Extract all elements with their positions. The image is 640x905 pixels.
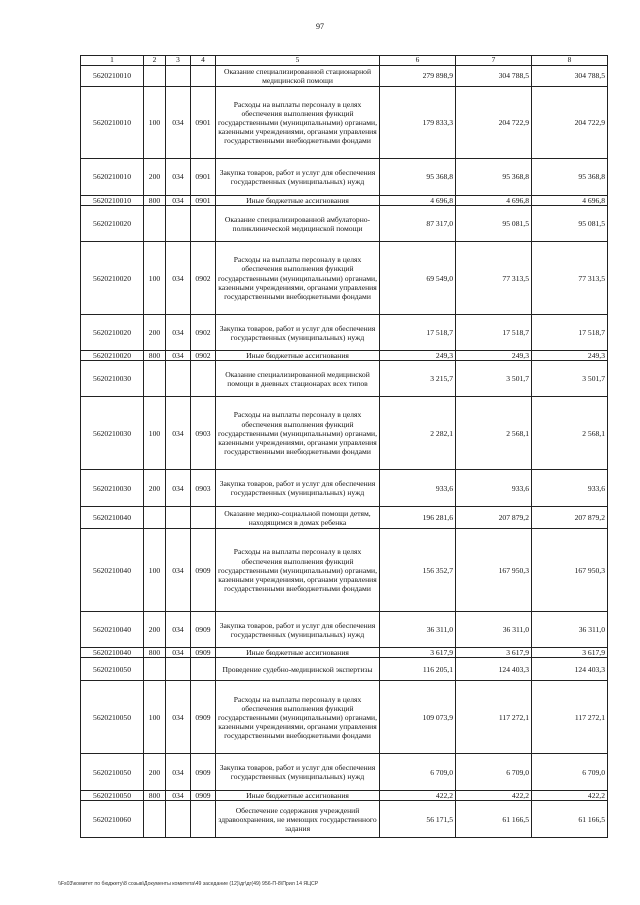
cell-value-8: 207 879,2 [532,507,608,529]
cell-value-8: 933,6 [532,470,608,507]
cell-col2: 200 [144,754,166,791]
cell-value-7: 117 272,1 [456,681,532,754]
cell-value-6: 69 549,0 [380,242,456,315]
cell-col4 [191,801,216,838]
cell-description: Закупка товаров, работ и услуг для обеспечения государственных (муниципальных) нужд [216,612,380,648]
cell-description: Расходы на выплаты персоналу в целях обеспечения выполнения функций государственными (муниципальными) органами, казенными учреждениями, органами управления государственными внебюджетными фондами [216,681,380,754]
cell-value-6: 3 617,9 [380,648,456,658]
cell-col2: 200 [144,470,166,507]
cell-col4 [191,658,216,681]
cell-value-8: 95 368,8 [532,159,608,196]
cell-value-8: 422,2 [532,791,608,801]
cell-col2 [144,507,166,529]
cell-value-8: 124 403,3 [532,658,608,681]
table-row [81,801,608,838]
cell-description: Закупка товаров, работ и услуг для обеспечения государственных (муниципальных) нужд [216,315,380,351]
cell-col3 [166,658,191,681]
cell-value-7: 3 501,7 [456,361,532,397]
cell-value-8: 77 313,5 [532,242,608,315]
cell-col2: 100 [144,87,166,159]
cell-value-8: 95 081,5 [532,206,608,242]
cell-value-7: 249,3 [456,351,532,361]
cell-description: Оказание специализированной стационарной медицинской помощи [216,66,380,87]
cell-col4 [191,507,216,529]
cell-code: 5620210050 [81,658,144,681]
cell-value-8: 3 501,7 [532,361,608,397]
table-row [81,242,608,315]
cell-description: Расходы на выплаты персоналу в целях обеспечения выполнения функций государственными (муниципальными) органами, казенными учреждениями, органами управления государственными внебюджетными фондами [216,87,380,159]
header-cell: 5 [216,56,380,66]
cell-col3 [166,206,191,242]
table-row [81,681,608,754]
cell-col2 [144,658,166,681]
table-row [81,529,608,612]
table-row [81,361,608,397]
cell-value-6: 196 281,6 [380,507,456,529]
cell-description: Расходы на выплаты персоналу в целях обеспечения выполнения функций государственными (муниципальными) органами, казенными учреждениями, органами управления государственными внебюджетными фондами [216,397,380,470]
cell-code: 5620210030 [81,470,144,507]
cell-value-6: 3 215,7 [380,361,456,397]
cell-value-7: 204 722,9 [456,87,532,159]
cell-value-7: 6 709,0 [456,754,532,791]
cell-description: Иные бюджетные ассигнования [216,648,380,658]
header-cell: 8 [532,56,608,66]
cell-col3: 034 [166,397,191,470]
cell-value-6: 109 073,9 [380,681,456,754]
header-cell: 2 [144,56,166,66]
cell-value-8: 61 166,5 [532,801,608,838]
table-row [81,66,608,87]
cell-value-8: 249,3 [532,351,608,361]
cell-value-8: 167 950,3 [532,529,608,612]
cell-col2 [144,361,166,397]
budget-table [80,55,608,838]
cell-code: 5620210010 [81,66,144,87]
cell-col2: 200 [144,315,166,351]
cell-col3: 034 [166,470,191,507]
cell-description: Иные бюджетные ассигнования [216,196,380,206]
cell-value-6: 6 709,0 [380,754,456,791]
header-cell: 7 [456,56,532,66]
cell-description: Закупка товаров, работ и услуг для обеспечения государственных (муниципальных) нужд [216,754,380,791]
cell-value-6: 87 317,0 [380,206,456,242]
cell-value-6: 249,3 [380,351,456,361]
table-row [81,658,608,681]
cell-col2: 800 [144,196,166,206]
table-row [81,397,608,470]
cell-value-8: 4 696,8 [532,196,608,206]
cell-col2: 800 [144,648,166,658]
cell-value-6: 179 833,3 [380,87,456,159]
cell-col3: 034 [166,791,191,801]
cell-value-6: 95 368,8 [380,159,456,196]
cell-col2: 100 [144,242,166,315]
cell-value-8: 2 568,1 [532,397,608,470]
cell-value-6: 17 518,7 [380,315,456,351]
cell-value-8: 3 617,9 [532,648,608,658]
cell-col4: 0909 [191,648,216,658]
cell-col3 [166,801,191,838]
cell-description: Иные бюджетные ассигнования [216,351,380,361]
cell-code: 5620210010 [81,87,144,159]
header-cell: 4 [191,56,216,66]
cell-code: 5620210020 [81,206,144,242]
cell-col4: 0901 [191,196,216,206]
cell-value-6: 279 898,9 [380,66,456,87]
cell-value-6: 422,2 [380,791,456,801]
cell-value-8: 17 518,7 [532,315,608,351]
cell-code: 5620210010 [81,159,144,196]
cell-col2 [144,206,166,242]
cell-code: 5620210020 [81,315,144,351]
cell-col3: 034 [166,351,191,361]
table-row [81,612,608,648]
table-row [81,87,608,159]
table-row [81,206,608,242]
cell-col3: 034 [166,754,191,791]
cell-description: Закупка товаров, работ и услуг для обеспечения государственных (муниципальных) нужд [216,159,380,196]
cell-col3: 034 [166,612,191,648]
cell-col3: 034 [166,242,191,315]
cell-value-6: 36 311,0 [380,612,456,648]
table-row [81,196,608,206]
header-cell: 6 [380,56,456,66]
cell-value-7: 77 313,5 [456,242,532,315]
cell-col2: 200 [144,159,166,196]
header-cell: 3 [166,56,191,66]
cell-value-7: 124 403,3 [456,658,532,681]
cell-col2: 100 [144,529,166,612]
cell-value-7: 3 617,9 [456,648,532,658]
cell-col4: 0902 [191,315,216,351]
cell-value-7: 422,2 [456,791,532,801]
cell-code: 5620210050 [81,681,144,754]
cell-code: 5620210030 [81,397,144,470]
page-number: 97 [316,22,324,31]
cell-col3: 034 [166,196,191,206]
table-row [81,791,608,801]
cell-code: 5620210010 [81,196,144,206]
cell-col4: 0902 [191,242,216,315]
cell-code: 5620210040 [81,648,144,658]
table-row [81,159,608,196]
cell-col3 [166,507,191,529]
table-row [81,648,608,658]
cell-code: 5620210050 [81,754,144,791]
cell-col3 [166,66,191,87]
cell-col4: 0909 [191,791,216,801]
cell-col3: 034 [166,681,191,754]
cell-col4: 0901 [191,159,216,196]
table-row [81,470,608,507]
cell-col3: 034 [166,87,191,159]
cell-value-6: 2 282,1 [380,397,456,470]
cell-col4: 0909 [191,529,216,612]
cell-description: Оказание медико-социальной помощи детям, находящимся в домах ребенка [216,507,380,529]
table-row [81,351,608,361]
cell-code: 5620210040 [81,507,144,529]
cell-col2: 800 [144,351,166,361]
cell-value-6: 56 171,5 [380,801,456,838]
table-row [81,754,608,791]
cell-description: Иные бюджетные ассигнования [216,791,380,801]
cell-description: Оказание специализированной амбулаторно-поликлинической медицинской помощи [216,206,380,242]
cell-description: Расходы на выплаты персоналу в целях обеспечения выполнения функций государственными (муниципальными) органами, казенными учреждениями, органами управления государственными внебюджетными фондами [216,242,380,315]
cell-col3: 034 [166,159,191,196]
cell-col4 [191,361,216,397]
cell-code: 5620210050 [81,791,144,801]
cell-description: Расходы на выплаты персоналу в целях обеспечения выполнения функций государственными (муниципальными) органами, казенными учреждениями, органами управления государственными внебюджетными фондами [216,529,380,612]
cell-code: 5620210060 [81,801,144,838]
cell-col4: 0901 [191,87,216,159]
cell-col3 [166,361,191,397]
table-header-row [81,56,608,66]
cell-code: 5620210040 [81,612,144,648]
file-path-footer: \\Fs03\комитет по бюджету\8 созыв\Документы комитета\49 заседание (12)\дг\дг(49) 956-П-8\Прил 14 ЯЦСР [58,881,319,887]
table-row [81,315,608,351]
cell-col2: 200 [144,612,166,648]
cell-value-7: 933,6 [456,470,532,507]
cell-value-7: 2 568,1 [456,397,532,470]
cell-col4: 0903 [191,397,216,470]
cell-value-8: 204 722,9 [532,87,608,159]
cell-col4: 0909 [191,612,216,648]
cell-value-7: 167 950,3 [456,529,532,612]
cell-value-7: 95 081,5 [456,206,532,242]
cell-value-8: 36 311,0 [532,612,608,648]
table-row [81,507,608,529]
cell-col4: 0909 [191,754,216,791]
cell-col3: 034 [166,315,191,351]
cell-value-7: 95 368,8 [456,159,532,196]
cell-col4: 0902 [191,351,216,361]
cell-col4 [191,66,216,87]
cell-col4 [191,206,216,242]
cell-code: 5620210020 [81,242,144,315]
cell-col3: 034 [166,648,191,658]
cell-col4: 0903 [191,470,216,507]
cell-col2 [144,801,166,838]
cell-description: Обеспечение содержания учреждений здравоохранения, не имеющих государственного задания [216,801,380,838]
cell-description: Проведение судебно-медицинской экспертизы [216,658,380,681]
cell-code: 5620210030 [81,361,144,397]
header-cell: 1 [81,56,144,66]
cell-value-7: 304 788,5 [456,66,532,87]
cell-value-8: 117 272,1 [532,681,608,754]
cell-value-6: 4 696,8 [380,196,456,206]
cell-value-6: 156 352,7 [380,529,456,612]
cell-col2: 100 [144,681,166,754]
cell-value-7: 207 879,2 [456,507,532,529]
cell-value-8: 6 709,0 [532,754,608,791]
cell-description: Оказание специализированной медицинской помощи в дневных стационарах всех типов [216,361,380,397]
cell-value-7: 4 696,8 [456,196,532,206]
cell-value-6: 933,6 [380,470,456,507]
cell-col2: 100 [144,397,166,470]
cell-value-8: 304 788,5 [532,66,608,87]
cell-col3: 034 [166,529,191,612]
cell-code: 5620210040 [81,529,144,612]
cell-value-7: 61 166,5 [456,801,532,838]
cell-col4: 0909 [191,681,216,754]
cell-value-7: 17 518,7 [456,315,532,351]
cell-col2 [144,66,166,87]
cell-value-6: 116 205,1 [380,658,456,681]
cell-value-7: 36 311,0 [456,612,532,648]
cell-col2: 800 [144,791,166,801]
cell-description: Закупка товаров, работ и услуг для обеспечения государственных (муниципальных) нужд [216,470,380,507]
cell-code: 5620210020 [81,351,144,361]
